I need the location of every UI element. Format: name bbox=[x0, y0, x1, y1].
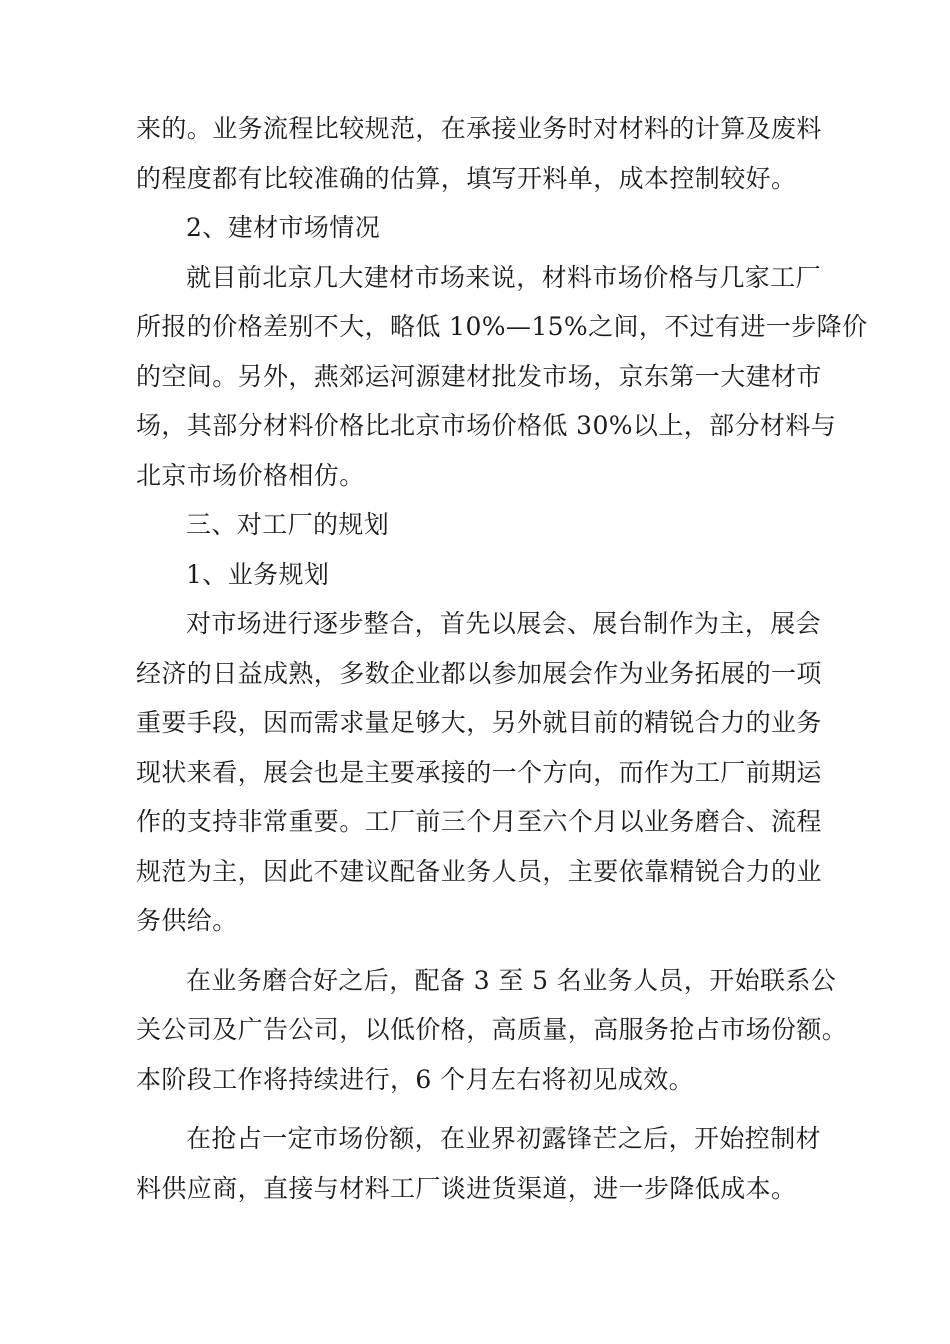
text-line: 在抢占一定市场份额，在业界初露锋芒之后，开始控制材 bbox=[186, 1124, 822, 1153]
text-line: 规范为主，因此不建议配备业务人员，主要依靠精锐合力的业 bbox=[136, 856, 822, 886]
text-line: 北京市场价格相仿。 bbox=[136, 460, 365, 490]
document-body bbox=[136, 104, 868, 1213]
text-line: 所报的价格差别不大，略低 10%—15%之间，不过有进一步降价 bbox=[136, 312, 868, 341]
text-line: 关公司及广告公司，以低价格，高质量，高服务抢占市场份额。 bbox=[136, 1015, 848, 1044]
text-line: 场，其部分材料价格比北京市场价格低 30%以上，部分材料与 bbox=[136, 411, 837, 440]
section-heading: 1、业务规划 bbox=[186, 559, 330, 589]
text-line: 的程度都有比较准确的估算，填写开料单，成本控制较好。 bbox=[136, 163, 797, 193]
text-line: 来的。业务流程比较规范，在承接业务时对材料的计算及废料 bbox=[136, 114, 822, 143]
text-line: 本阶段工作将持续进行，6 个月左右将初见成效。 bbox=[136, 1064, 695, 1094]
text-line: 就目前北京几大建材市场来说，材料市场价格与几家工厂 bbox=[186, 262, 822, 292]
text-line: 重要手段，因而需求量足够大，另外就目前的精锐合力的业务 bbox=[136, 708, 822, 737]
section-heading: 三、对工厂的规划 bbox=[186, 510, 390, 539]
text-line: 的空间。另外，燕郊运河源建材批发市场，京东第一大建材市 bbox=[136, 361, 822, 391]
text-line: 对市场进行逐步整合，首先以展会、展台制作为主，展会 bbox=[186, 609, 822, 638]
text-line: 作的支持非常重要。工厂前三个月至六个月以业务磨合、流程 bbox=[136, 807, 822, 836]
text-line: 现状来看，展会也是主要承接的一个方向，而作为工厂前期运 bbox=[136, 757, 822, 787]
text-line: 经济的日益成熟，多数企业都以参加展会作为业务拓展的一项 bbox=[136, 658, 822, 688]
text-line: 在业务磨合好之后，配备 3 至 5 名业务人员，开始联系公 bbox=[186, 965, 837, 995]
text-line: 料供应商，直接与材料工厂谈进货渠道，进一步降低成本。 bbox=[136, 1173, 797, 1203]
section-heading: 2、建材市场情况 bbox=[186, 213, 381, 242]
text-line: 务供给。 bbox=[136, 906, 238, 935]
